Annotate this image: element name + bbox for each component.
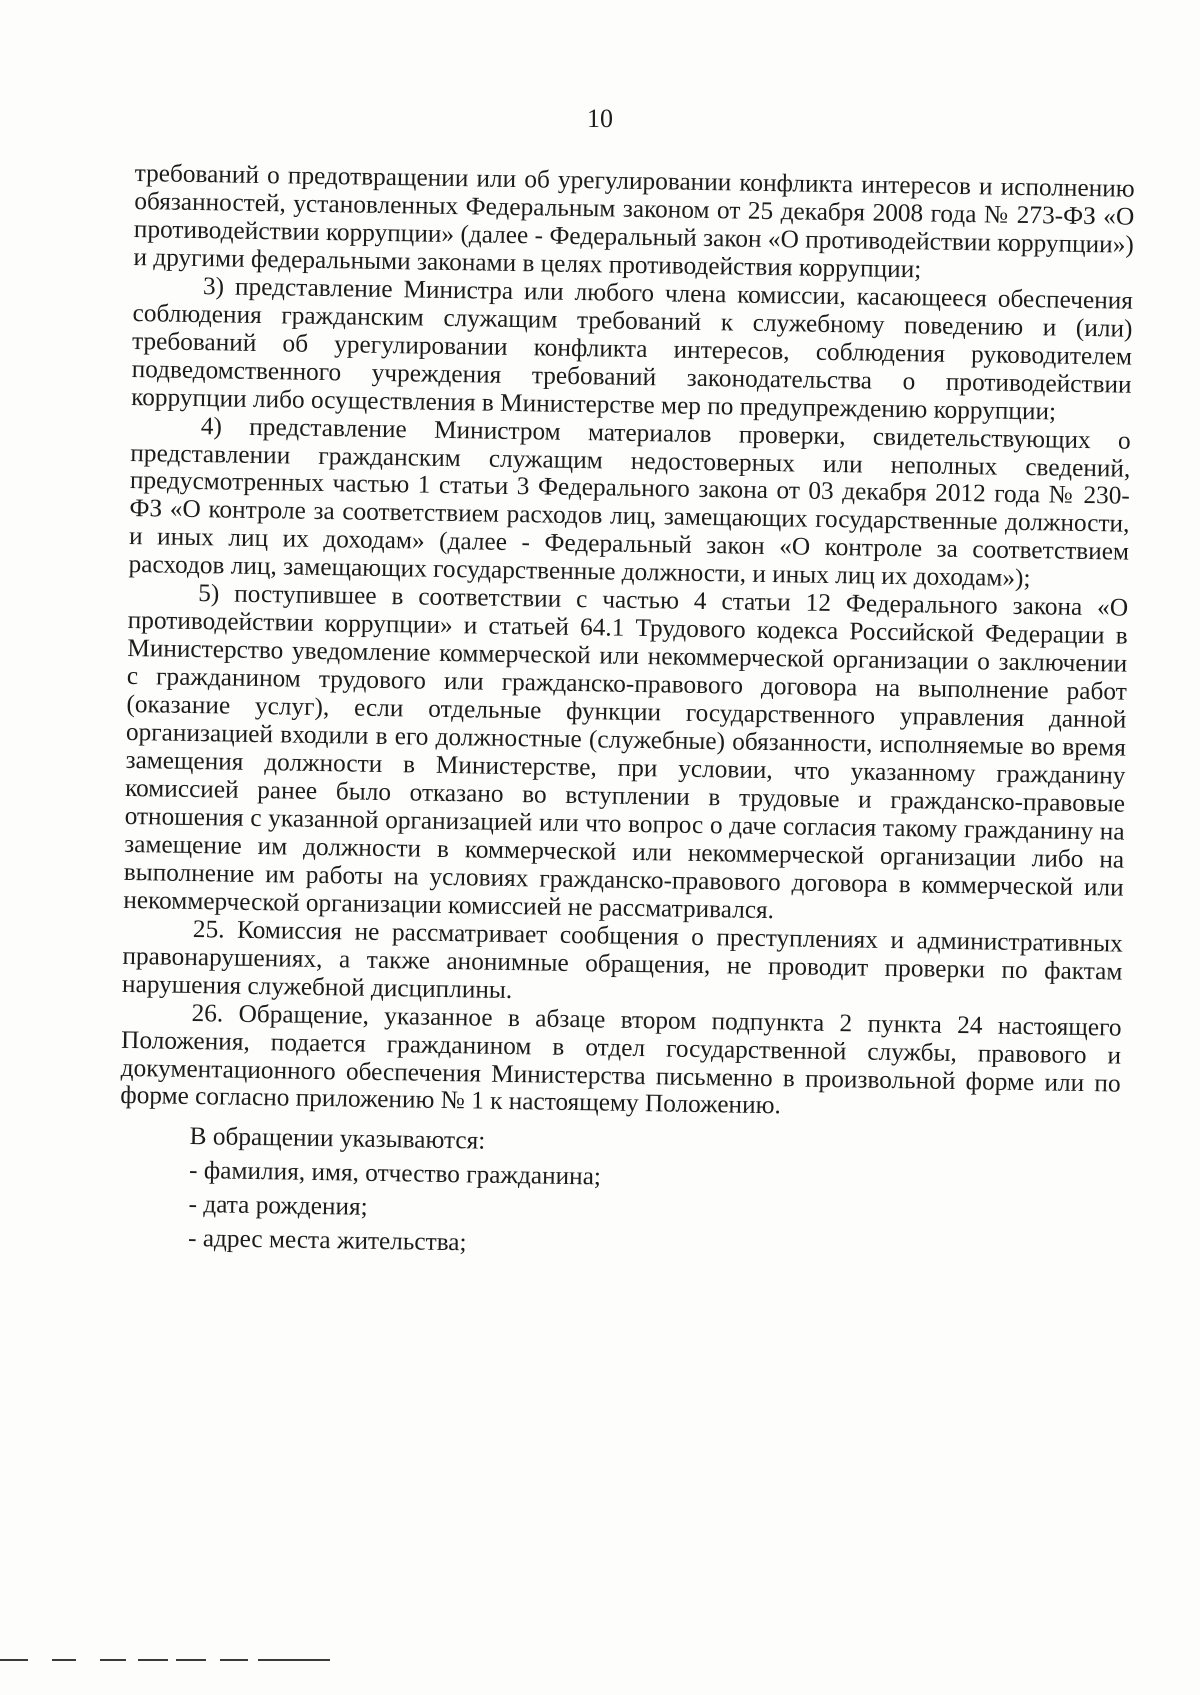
document-body [118,160,1135,1270]
footer-scan-mark [176,1659,206,1661]
appeal-contents-list [118,1118,1120,1270]
list-item: - адрес места жительства; [187,1224,467,1257]
footer-scan-mark [138,1659,168,1661]
paragraph-item-4: 4) представление Министром материалов проверки, свидетельствующих о представлении гражданским служащим недостоверных или неполных сведений, предусмотренных частью 1 статьи 3 Федерального закона от 03 декабря 2012 года № 230-ФЗ «О контроле за соответствием расходов лиц, замещающих государственные должности, и иных лиц их доходам» (далее - Федеральный закон «О контроле за соответствием расходов лиц, замещающих государственные должности, и иных лиц их доходам»); [128,411,1131,593]
footer-scan-mark [220,1659,248,1661]
paragraph-clause-26: 26. Обращение, указанное в абзаце втором подпункта 2 пункта 24 настоящего Положения, подается гражданином в отдел государственной службы, правового и документационного обеспечения Министерства письменно в произвольной форме или по форме согласно приложению № 1 к настоящему Положению. [120,998,1122,1120]
paragraph-item-5: 5) поступившее в соответствии с частью 4 статьи 12 Федерального закона «О противодействии коррупции» и статьей 64.1 Трудового кодекса Российской Федерации в Министерство уведомление коммерческой или некоммерческой организации о заключении с гражданином трудового или гражданско-правового договора на выполнение работ (оказание услуг), если отдельные функции государственного управления данной организацией входили в его должностные (служебные) обязанности, исполняемые во время замещения должности в Министерстве, при условии, что указанному гражданину комиссией ранее было отказано во вступлении в трудовые и гражданско-правовые отношения с указанной организацией или что вопрос о даче согласия такому гражданину на замещение им должности в коммерческой или некоммерческой организации либо на выполнение им работы на условиях гражданско-правового договора в коммерческой или некоммерческой организации комиссией не рассматривался. [123,579,1129,924]
list-item: - дата рождения; [188,1190,368,1222]
paragraph-clause-25: 25. Комиссия не рассматривает сообщения о преступлениях и административных правонарушениях, а также анонимные обращения, не проводит проверки по фактам нарушения служебной дисциплины. [121,914,1124,1004]
list-item: - фамилия, имя, отчество гражданина; [188,1156,602,1191]
footer-scan-mark [258,1659,330,1661]
paragraph-continuation: требований о предотвращении или об урегулировании конфликта интересов и исполнению обязанностей, установленных Федеральным законом от 25 декабря 2008 года № 273-ФЗ «О противодействии коррупции» (далее - Федеральный закон «О противодействии коррупции») и другими федеральными законами в целях противодействия коррупции; [133,159,1135,284]
list-intro: В обращении указываются: [189,1122,486,1156]
footer-scan-mark [0,1659,28,1661]
footer-scan-mark [52,1659,76,1661]
footer-scan-mark [100,1659,126,1661]
paragraph-item-3: 3) представление Министра или любого члена комиссии, касающееся обеспечения соблюдения гражданским служащим требований к служебному поведению и (или) требований об урегулировании конфликта интересов, соблюдения руководителем подведомственного учреждения требований законодательства о противодействии коррупции либо осуществления в Министерстве мер по предупреждению коррупции; [131,271,1134,426]
page-number: 10 [587,104,613,133]
